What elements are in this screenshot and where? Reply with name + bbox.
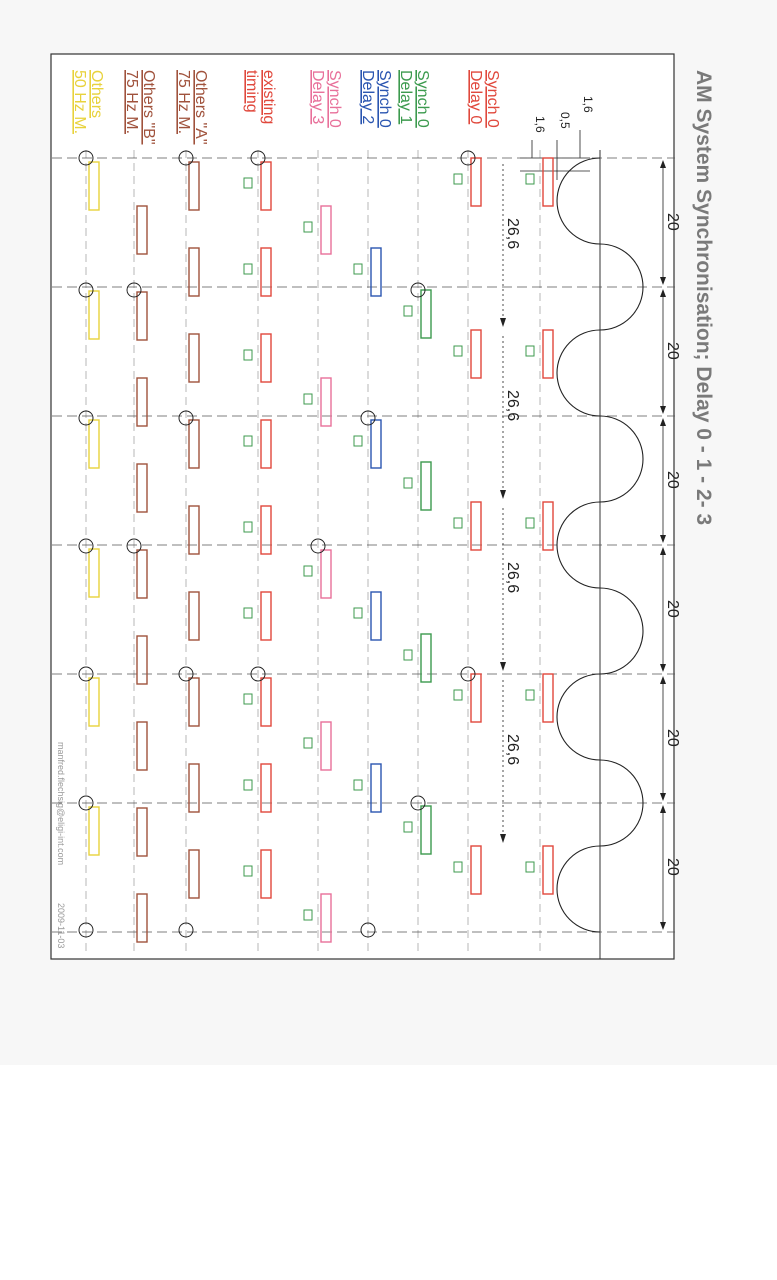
dim-pulse2-label: 1,6 xyxy=(533,116,547,133)
dim-pulse-label: 1,6 xyxy=(581,96,595,113)
row-label-synch0_delay2-sub: Delay 2 xyxy=(359,70,376,125)
row-label-synch0_delay0_a-sub: Delay 0 xyxy=(467,70,484,125)
row-label-synch0_delay2: Synch 0 xyxy=(376,70,393,128)
row-label-existing_timing: existing xyxy=(260,70,277,125)
dim-period-label: 20 xyxy=(664,858,681,876)
dim-frame-label: 26,6 xyxy=(504,390,521,422)
row-label-synch0_delay3-sub: Delay 3 xyxy=(309,70,326,125)
dim-gap-label: 0,5 xyxy=(558,112,572,129)
footer-date: 2009-11-03 xyxy=(56,903,66,949)
row-label-synch0_delay0_a: Synch 0 xyxy=(484,70,501,128)
row-label-synch0_delay3: Synch 0 xyxy=(326,70,343,128)
dim-period-label: 20 xyxy=(664,600,681,618)
row-label-others_50: Others xyxy=(88,70,105,119)
dim-period-label: 20 xyxy=(664,342,681,360)
diagram-title: AM System Synchronisation; Delay 0 - 1 - 2- 3 xyxy=(692,70,715,526)
row-label-synch0_delay1-sub: Delay 1 xyxy=(397,70,414,125)
footer-email: manfred.flechsig@eligi-int.com xyxy=(56,742,66,866)
dim-period-label: 20 xyxy=(664,471,681,489)
dim-period-label: 20 xyxy=(664,213,681,231)
row-label-existing_timing-sub: timing xyxy=(243,70,260,113)
row-label-others_b-sub: 75 Hz M. xyxy=(123,70,140,135)
row-label-others_b: Others "B" xyxy=(140,70,157,145)
dim-frame-label: 26,6 xyxy=(504,734,521,766)
dim-period-label: 20 xyxy=(664,729,681,747)
dim-frame-label: 26,6 xyxy=(504,218,521,250)
row-label-others_a: Others "A" xyxy=(192,70,209,145)
row-label-others_50-sub: 50 Hz M. xyxy=(71,70,88,135)
row-label-synch0_delay1: Synch 0 xyxy=(414,70,431,128)
dim-frame-label: 26,6 xyxy=(504,562,521,594)
row-label-others_a-sub: 75 Hz M. xyxy=(175,70,192,135)
